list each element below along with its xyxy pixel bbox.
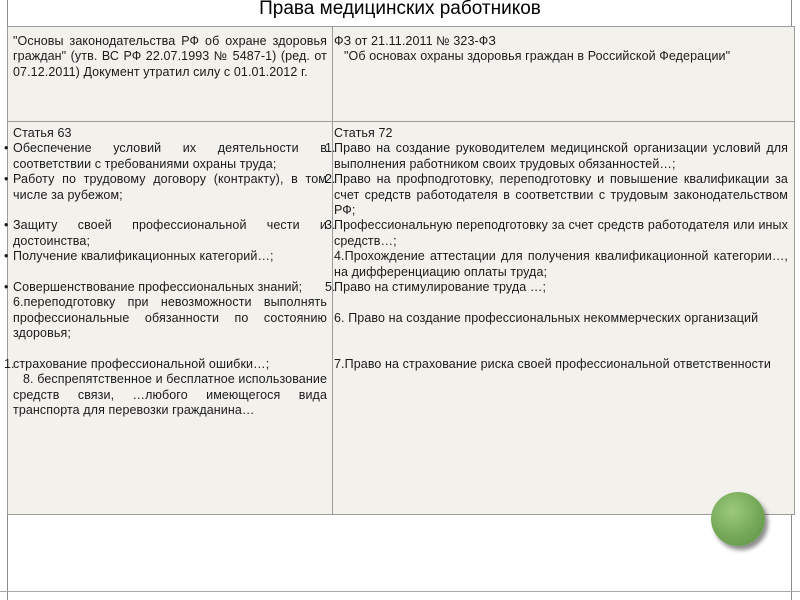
bullet-marker: • — [4, 218, 9, 233]
left-body-cell — [4, 126, 332, 419]
right-list-item: 7.Право на страхование риска своей профессиональной ответственности — [334, 357, 771, 372]
number-marker: 5. — [325, 280, 336, 295]
comparison-table — [4, 26, 795, 515]
left-list-item: • Защиту своей профессиональной чести и достоинства; — [4, 218, 327, 248]
left-list-item: 8. беспрепятственное и бесплатное использование средств связи, …любого имеющегося вида транспорта для перевозки гражданина… — [13, 372, 327, 418]
left-list-item: • Получение квалификационных категорий…; — [4, 249, 274, 264]
left-header-text: "Основы законодательства РФ об охране здоровья граждан" (утв. ВС РФ 22.07.1993 № 5487-1) (ред. от 07.12.2011) Документ утратил силу с 01.01.2012 г. — [13, 34, 327, 79]
right-header-line1: ФЗ от 21.11.2011 № 323-ФЗ — [334, 34, 497, 48]
right-list-item: 1. Право на создание руководителем медицинской организации условий для выполнения работником своих трудовых обязанностей…; — [325, 141, 788, 171]
right-list-item: 4.Прохождение аттестации для получения квалификационной категории…, на дифференциацию оплаты труда; — [334, 249, 788, 279]
number-marker: 3. — [325, 218, 336, 233]
left-list-item: • Работу по трудовому договору (контракту), в том числе за рубежом; — [4, 172, 327, 202]
left-list-item: • Совершенствование профессиональных знаний; — [4, 280, 303, 295]
right-list-item: 3. Профессиональную переподготовку за счет средств работодателя или иных средств…; — [325, 218, 788, 248]
left-list-item: 1. страхование профессиональной ошибки…; — [4, 357, 270, 372]
right-header-cell — [333, 34, 794, 65]
right-header-line2: "Об основах охраны здоровья граждан в Российской Федерации" — [344, 49, 731, 64]
bullet-marker: • — [4, 172, 9, 187]
right-list-item: 6. Право на создание профессиональных некоммерческих организаций — [334, 310, 759, 325]
bullet-marker: • — [4, 280, 9, 295]
row-divider — [8, 121, 794, 122]
left-header-cell — [8, 34, 332, 80]
left-list-item: • Обеспечение условий их деятельности в соответствии с требованиями охраны труда; — [4, 141, 327, 171]
decorative-green-circle — [711, 492, 765, 546]
bullet-marker: • — [4, 249, 9, 264]
bullet-marker: • — [4, 141, 9, 156]
number-marker: 2. — [325, 172, 336, 187]
left-list-item: 6.переподготовку при невозможности выполнять профессиональные обязанности по состоянию здоровья; — [13, 295, 327, 341]
slide-title: Права медицинских работников — [259, 0, 541, 19]
bottom-border-line — [0, 591, 800, 592]
right-article-heading: Статья 72 — [334, 126, 393, 140]
right-body-cell — [325, 126, 794, 372]
right-list-item: 5. Право на стимулирование труда …; — [325, 280, 547, 295]
number-marker: 1. — [4, 357, 15, 372]
number-marker: 1. — [325, 141, 336, 156]
right-list-item: 2. Право на профподготовку, переподготовку и повышение квалификации за счет средств работодателя в соответствии с трудовым законодательством РФ; — [325, 172, 788, 218]
left-article-heading: Статья 63 — [13, 126, 72, 140]
